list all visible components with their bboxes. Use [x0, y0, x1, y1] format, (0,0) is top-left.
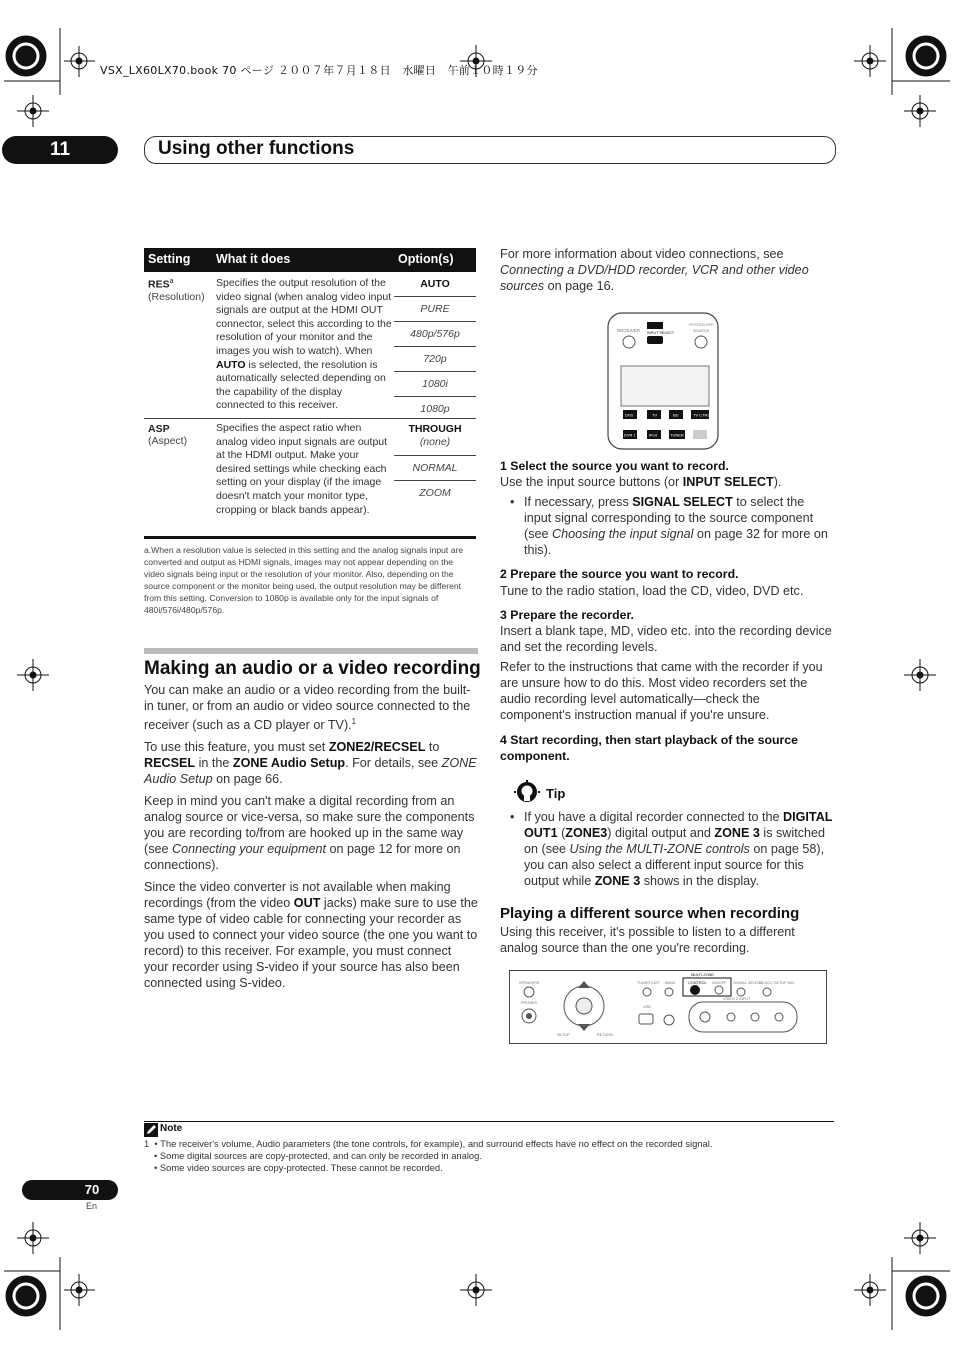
panel-label-return: RETURN	[597, 1033, 613, 1037]
panel-label-phones: PHONES	[521, 1001, 538, 1005]
remote-button-label: DVR 1	[624, 432, 636, 438]
remote-button-label: TV CTRL	[693, 412, 710, 418]
tip-bullet: • If you have a digital recorder connected to the DIGITAL OUT1 (ZONE3) digital output and ZONE 3 is switched on (see Using the MULTI-ZONE controls on page 58), you can also select a different input source for this output while ZONE 3 shows in the display.	[510, 810, 833, 888]
paragraph: Keep in mind you can't make a digital recording from an analog source or vice-versa, so make sure the components you are recording to/from are hooked up in the same way (see Connecting your equipment on page 12 for more on connections).	[144, 794, 475, 873]
setting-name: ASP	[148, 423, 170, 435]
video-jack	[727, 1013, 735, 1021]
paragraph: You can make an audio or a video recording from the built-in tuner, or from an audio or video source connected to the receiver (such as a CD player or TV).$^1$	[144, 683, 471, 733]
remote-source-button	[647, 336, 663, 344]
video-jack	[700, 1012, 710, 1022]
step-3-title: 3 Prepare the recorder.	[500, 608, 634, 622]
usb-port	[639, 1014, 653, 1024]
option-item: (none)	[394, 435, 476, 456]
panel-label-control: CONTROL	[688, 981, 707, 985]
remote-label-receiver: RECEIVER	[617, 328, 641, 333]
setting-description: Specifies the aspect ratio when analog video input signals are output at the HDMI output. Make your desired settings while checking each setting on your display (if the image doesn't match your monitor type, cropping or black bands appear).	[216, 422, 388, 516]
front-panel-illustration	[509, 970, 827, 1044]
remote-display	[621, 366, 709, 406]
video-jack	[751, 1013, 759, 1021]
remote-button	[693, 430, 707, 439]
note-rule	[144, 1121, 834, 1122]
panel-label-speakers: SPEAKERS	[519, 981, 540, 985]
chapter-title-bar	[144, 136, 836, 164]
panel-label-signal-select: SIGNAL SELECT	[733, 981, 763, 985]
chapter-title: Using other functions	[158, 138, 355, 159]
mcacc-button	[763, 988, 771, 996]
speakers-button	[524, 987, 534, 997]
page-language: En	[86, 1201, 98, 1211]
intro-paragraph: For more information about video connections, see Connecting a DVD/HDD recorder, VCR and other video sources on page 16.	[500, 247, 809, 293]
note-body	[144, 1138, 834, 1174]
option-item: 720p	[394, 347, 476, 372]
option-item: 1080i	[394, 372, 476, 397]
step-1-text: Use the input source buttons (or INPUT SELECT).	[500, 475, 782, 489]
print-header: VSX_LX60LX70.book 70 ページ ２００７年７月１８日 水曜日 午前１０時１９分	[100, 64, 538, 77]
setting-name: RES	[148, 278, 170, 291]
page-number: 70	[84, 1182, 100, 1197]
header-setting: Setting	[148, 252, 191, 266]
step-3-text: Insert a blank tape, MD, video etc. into the recording device and set the recording levels.	[500, 624, 832, 654]
note-item: 1 • The receiver's volume, Audio parameters (the tone controls, for example), and surround effects have no effect on the recorded signal.	[144, 1138, 713, 1149]
remote-label-source: SOURCE	[693, 329, 710, 333]
table-footnote: a.When a resolution value is selected in this setting and the analog signals input are converted and output as HDMI signals, images may not appear depending on the video signals being input or the resolution of your monitor. Also, depending on the source component or the monitor being used, the output resolution may be different from this setting. Conversion to 1080p is available only for the input signals of 480i/576i/480p/576p.	[144, 545, 464, 615]
panel-label-on-off: ON/OFF	[712, 981, 727, 985]
signal-select-button	[737, 988, 745, 996]
section-2-text: Using this receiver, it's possible to listen to a different analog source than the one you're recording.	[500, 925, 795, 955]
video-jack	[775, 1013, 783, 1021]
footnote-marker: a	[169, 278, 174, 285]
step-1-bullet: • If necessary, press SIGNAL SELECT to select the input signal corresponding to the source component (see Choosing the input signal on page 32 for more on this).	[510, 495, 828, 557]
settings-table	[144, 248, 476, 616]
header-what-it-does: What it does	[216, 252, 291, 266]
option-item: PURE	[394, 297, 476, 322]
panel-label-band: BAND	[665, 981, 676, 985]
paragraph: Since the video converter is not available when making recordings (from the video OUT jacks) make sure to use the same type of video cable for connecting your recorder as you used to connect your video source (the one you want to record) to this receiver. For example, you must connect your recorder using S-video if your source has also been connected using S-video.	[144, 880, 478, 991]
section-title: Making an audio or a video recording	[144, 658, 481, 679]
paragraph: To use this feature, you must set ZONE2/RECSEL to RECSEL in the ZONE Audio Setup. For details, see ZONE Audio Setup on page 66.	[144, 740, 477, 787]
step-2-text: Tune to the radio station, load the CD, video, DVD etc.	[500, 584, 804, 598]
step-2-title: 2 Prepare the source you want to record.	[500, 567, 739, 581]
note-pencil-icon	[144, 1123, 158, 1137]
remote-control-illustration	[607, 312, 719, 450]
panel-label-usb: USB	[643, 1005, 651, 1009]
option-item: ZOOM	[419, 487, 451, 499]
section-divider	[144, 648, 478, 654]
remote-button-label: TV	[652, 412, 658, 418]
option-item: AUTO	[394, 272, 476, 297]
page-number-badge	[22, 1180, 118, 1200]
option-item: 1080p	[420, 403, 450, 415]
remote-button-label: DVD	[625, 412, 634, 418]
chapter-number: 11	[49, 139, 71, 160]
panel-label-mcacc: MCACC SETUP MIC	[759, 981, 795, 985]
note-label: Note	[160, 1123, 183, 1134]
remote-label-input-select: INPUT SELECT	[647, 331, 675, 335]
setting-description: Specifies the output resolution of the video signal (when analog video input signals are output at the HDMI OUT connector, select this according to the resolution of your monitor and the images you wish to watch). When AUTO is selected, the resolution is automatically selected depending on the capability of the display connected to this receiver.	[216, 277, 392, 412]
navigation-enter-button	[576, 998, 592, 1014]
remote-label-system-off: SYSTEM OFF	[689, 323, 714, 327]
step-4-title: 4 Start recording, then start playback of the source component.	[500, 733, 798, 763]
multi-zone-on-off-button	[715, 986, 723, 994]
panel-label-multi-zone: MULTI-ZONE	[691, 973, 714, 977]
table-row-asp	[144, 419, 476, 539]
options-list	[394, 419, 476, 505]
table-row-res	[144, 272, 476, 419]
multi-zone-control-knob	[690, 985, 700, 995]
panel-label-video-2: VIDEO 2 INPUT	[723, 997, 751, 1001]
note-item: • Some video sources are copy-protected. These cannot be recorded.	[154, 1162, 443, 1173]
setting-sub: (Aspect)	[148, 435, 188, 447]
option-item: NORMAL	[394, 456, 476, 481]
table-header	[144, 248, 476, 272]
remote-button-label: BD	[673, 412, 679, 418]
section-2-title: Playing a different source when recording	[500, 905, 800, 922]
section-body	[144, 682, 478, 991]
bullet-icon: •	[510, 495, 515, 509]
tip-label: Tip	[546, 786, 566, 801]
input-select-button	[647, 322, 663, 329]
receiver-power-button	[623, 336, 635, 348]
note-item: • Some digital sources are copy-protected, and can only be recorded in analog.	[154, 1150, 482, 1161]
options-list	[394, 272, 476, 421]
option-item: 480p/576p	[394, 322, 476, 347]
panel-label-setup: SETUP	[557, 1033, 570, 1037]
option-item: THROUGH	[408, 423, 462, 435]
phones-jack-inner	[526, 1013, 532, 1019]
chapter-number-badge	[2, 136, 118, 164]
step-3-text-2: Refer to the instructions that came with the recorder if you are unsure how to do this. Most video recorders set the audio recording level automatically—check the component's instruction manual if you're unsure.	[500, 660, 823, 722]
tip-lightbulb-icon	[514, 780, 540, 806]
setting-sub: (Resolution)	[148, 290, 205, 303]
header-options: Option(s)	[398, 252, 454, 266]
band-button	[665, 988, 673, 996]
tuner-edit-button	[643, 988, 651, 996]
step-1-title: 1 Select the source you want to record.	[500, 459, 729, 473]
remote-button-label: iPod	[649, 432, 658, 438]
panel-label-tuner-edit: TUNER EDIT	[637, 981, 660, 985]
bullet-icon: •	[510, 810, 515, 824]
source-power-button	[695, 336, 707, 348]
footnote-marker: 1	[351, 717, 357, 726]
setup-mic-jack	[664, 1015, 674, 1025]
remote-button-label: TUNER	[670, 432, 684, 438]
